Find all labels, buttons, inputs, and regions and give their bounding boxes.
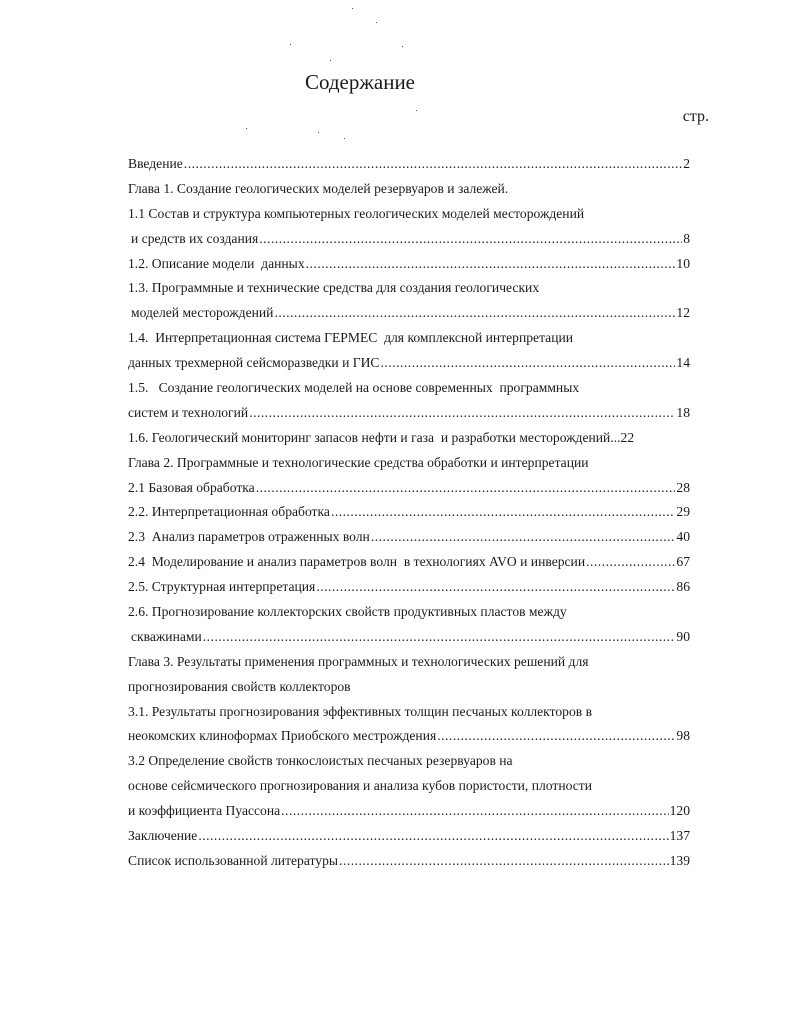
toc-entry-text: Введение: [128, 156, 183, 171]
toc-chapter-1-heading[interactable]: [128, 177, 690, 202]
toc-leader-dots: [259, 227, 682, 252]
toc-chapter-3-heading-line-1[interactable]: [128, 650, 690, 675]
toc-leader-dots: [586, 550, 675, 575]
toc-entry-2-1[interactable]: [128, 476, 690, 501]
scan-speck: [344, 138, 345, 139]
scan-speck: [246, 128, 247, 129]
table-of-contents: [128, 152, 690, 874]
toc-entry-text: Глава 3. Результаты применения программных и технологических решений для: [128, 653, 589, 669]
page-column-label: стр.: [682, 108, 709, 125]
toc-entry-1-4-line-1[interactable]: [128, 326, 690, 351]
scan-speck: [402, 46, 403, 47]
toc-entry-text: и коэффициента Пуассона: [128, 803, 281, 819]
toc-leader-dots: [281, 799, 668, 824]
toc-entry-references[interactable]: [128, 849, 690, 874]
toc-entry-text: 2.3 Анализ параметров отраженных волн: [128, 529, 370, 545]
toc-entry-page: 90: [676, 628, 690, 644]
toc-entry-text: 1.3. Программные и технические средства для создания геологических: [128, 280, 540, 296]
toc-entry-text: 2.1 Базовая обработка: [128, 479, 255, 495]
toc-entry-text: 2.5. Структурная интерпретация: [128, 579, 316, 595]
toc-entry-1-3-line-2[interactable]: [128, 301, 690, 326]
toc-leader-dots: [184, 152, 682, 177]
scan-speck: [290, 44, 291, 45]
toc-entry-text: Глава 1. Создание геологических моделей резервуаров и залежей.: [128, 180, 509, 196]
toc-entry-text: 1.2. Описание модели данных: [128, 255, 305, 271]
toc-entry-text: 2.2. Интерпретационная обработка: [128, 504, 330, 520]
toc-entry-page: 22: [620, 429, 635, 445]
toc-entry-1-6[interactable]: [128, 426, 690, 451]
toc-entry-1-1-line-2[interactable]: [128, 227, 690, 252]
toc-leader-dots: [339, 849, 669, 874]
toc-chapter-3-heading-line-2[interactable]: [128, 675, 690, 700]
toc-entry-text: основе сейсмического прогнозирования и анализа кубов пористости, плотности: [128, 778, 592, 794]
scan-speck: [416, 110, 417, 111]
toc-entry-text: систем и технологий: [128, 404, 249, 420]
toc-entry-text: скважинами: [131, 628, 202, 644]
toc-entry-text: 1.5. Создание геологических моделей на основе современных программных: [128, 380, 580, 396]
toc-entry-conclusion[interactable]: [128, 824, 690, 849]
toc-entry-text: 3.2 Определение свойств тонкослоистых песчаных резервуаров на: [128, 753, 513, 769]
toc-leader-dots: [316, 575, 675, 600]
toc-entry-text: 1.6. Геологический мониторинг запасов нефти и газа и разработки месторождений...: [128, 429, 621, 445]
toc-entry-2-6-line-1[interactable]: [128, 600, 690, 625]
toc-entry-3-1-line-1[interactable]: [128, 700, 690, 725]
toc-leader-dots: [331, 500, 675, 525]
scan-speck: [318, 132, 319, 133]
toc-entry-text: 1.4. Интерпретационная система ГЕРМЕС для комплексной интерпретации: [128, 330, 574, 346]
page-title: Содержание: [304, 70, 416, 94]
toc-entry-2-2[interactable]: [128, 500, 690, 525]
toc-entry-page: 86: [676, 579, 690, 595]
toc-leader-dots: [274, 301, 675, 326]
toc-entry-3-2-line-1[interactable]: [128, 749, 690, 774]
toc-chapter-2-heading[interactable]: [128, 451, 690, 476]
toc-leader-dots: [381, 351, 676, 376]
toc-entry-text: прогнозирования свойств коллекторов: [128, 678, 351, 694]
toc-entry-page: 2: [683, 156, 690, 171]
toc-entry-text: 2.4 Моделирование и анализ параметров волн в технологиях AVO и инверсии: [128, 554, 586, 570]
toc-entry-page: 120: [669, 803, 690, 819]
toc-entry-page: 14: [676, 355, 690, 371]
toc-leader-dots: [371, 525, 676, 550]
toc-entry-page: 29: [676, 504, 690, 520]
toc-entry-page: 67: [676, 554, 690, 570]
toc-entry-2-6-line-2[interactable]: [128, 625, 690, 650]
toc-entry-page: 137: [669, 828, 690, 844]
toc-entry-page: 28: [676, 479, 690, 495]
toc-entry-text: данных трехмерной сейсморазведки и ГИС: [128, 355, 380, 371]
toc-entry-1-5-line-2[interactable]: [128, 401, 690, 426]
toc-entry-3-2-line-2[interactable]: [128, 774, 690, 799]
toc-entry-page: 8: [683, 230, 690, 246]
toc-entry-1-1-line-1[interactable]: [128, 202, 690, 227]
toc-entry-page: 139: [669, 852, 690, 868]
toc-entry-introduction[interactable]: [128, 152, 690, 177]
toc-entry-3-2-line-3[interactable]: [128, 799, 690, 824]
toc-leader-dots: [437, 724, 675, 749]
toc-leader-dots: [198, 824, 668, 849]
toc-entry-3-1-line-2[interactable]: [128, 724, 690, 749]
toc-entry-text: неокомских клиноформах Приобского местрождения: [128, 728, 437, 744]
toc-entry-2-3[interactable]: [128, 525, 690, 550]
toc-entry-text: Глава 2. Программные и технологические средства обработки и интерпретации: [128, 454, 589, 470]
toc-entry-page: 12: [676, 305, 690, 321]
toc-leader-dots: [203, 625, 676, 650]
toc-entry-2-5[interactable]: [128, 575, 690, 600]
toc-entry-1-3-line-1[interactable]: [128, 276, 690, 301]
toc-entry-text: 2.6. Прогнозирование коллекторских свойств продуктивных пластов между: [128, 604, 567, 620]
scan-speck: [352, 8, 353, 9]
toc-entry-page: 40: [676, 529, 690, 545]
toc-entry-text: и средств их создания: [131, 230, 259, 246]
toc-entry-text: 1.1 Состав и структура компьютерных геологических моделей месторождений: [128, 205, 585, 221]
toc-leader-dots: [249, 401, 675, 426]
toc-entry-1-5-line-1[interactable]: [128, 376, 690, 401]
toc-entry-text: 3.1. Результаты прогнозирования эффективных толщин песчаных коллекторов в: [128, 703, 592, 719]
toc-entry-text: моделей месторождений: [131, 305, 274, 321]
toc-entry-text: Заключение: [128, 828, 198, 844]
toc-entry-1-4-line-2[interactable]: [128, 351, 690, 376]
toc-leader-dots: [256, 476, 676, 501]
toc-entry-text: Список использованной литературы: [128, 852, 339, 868]
toc-leader-dots: [306, 252, 676, 277]
scan-speck: [376, 22, 377, 23]
toc-entry-page: 98: [676, 728, 690, 744]
toc-entry-page: 18: [676, 404, 690, 420]
toc-entry-page: 10: [676, 255, 690, 271]
scan-speck: [330, 60, 331, 61]
toc-entry-2-4[interactable]: [128, 550, 690, 575]
toc-entry-1-2[interactable]: [128, 252, 690, 277]
